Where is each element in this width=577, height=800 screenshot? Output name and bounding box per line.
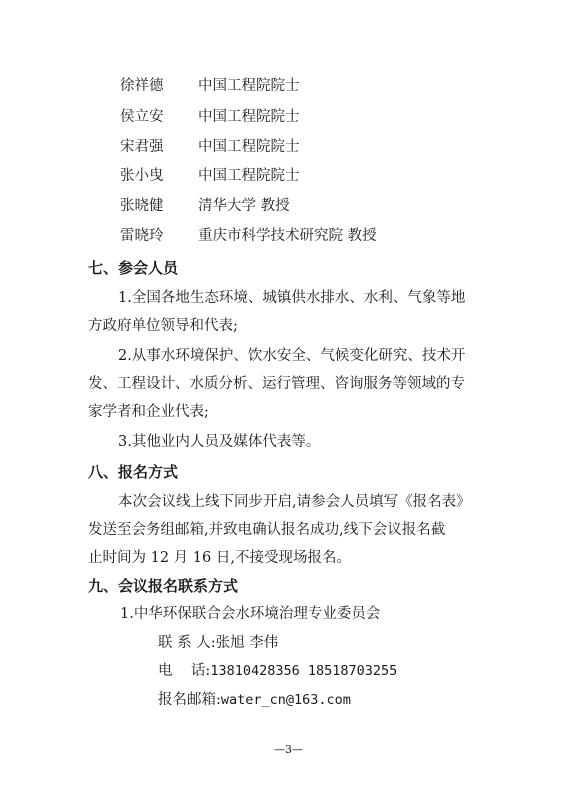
contact-person-value: 张旭 李伟 bbox=[215, 635, 279, 651]
contact-phone-row bbox=[158, 661, 397, 681]
contact-phone-label: 电 话: bbox=[158, 663, 211, 679]
paragraph-line: 发送至会务组邮箱,并致电确认报名成功,线下会议报名截 bbox=[88, 522, 446, 538]
expert-name: 张小曳 bbox=[120, 168, 164, 184]
contact-email-row bbox=[158, 690, 351, 710]
page-number: —3— bbox=[274, 743, 303, 756]
expert-title: 中国工程院院士 bbox=[198, 139, 300, 155]
expert-row bbox=[120, 226, 377, 246]
expert-name: 张晓健 bbox=[120, 198, 164, 214]
section-heading-contact: 九、会议报名联系方式 bbox=[88, 577, 239, 595]
paragraph-line: 本次会议线上线下同步开启,请参会人员填写《报名表》 bbox=[118, 494, 471, 510]
contact-email-label: 报名邮箱: bbox=[158, 692, 221, 708]
expert-title: 中国工程院院士 bbox=[198, 78, 300, 94]
expert-title: 中国工程院院士 bbox=[198, 109, 300, 125]
expert-title: 中国工程院院士 bbox=[198, 168, 300, 184]
contact-person-label: 联 系 人: bbox=[158, 635, 216, 651]
section-heading-registration: 八、报名方式 bbox=[88, 463, 179, 481]
contact-phone-value: 13810428356 18518703255 bbox=[210, 663, 398, 679]
contact-org: 1.中华环保联合会水环境治理专业委员会 bbox=[120, 606, 381, 622]
paragraph-line: 止时间为 12 月 16 日,不接受现场报名。 bbox=[88, 550, 351, 566]
contact-email-value: water_cn@163.com bbox=[220, 692, 351, 708]
expert-name: 雷晓玲 bbox=[120, 228, 164, 244]
expert-name: 宋君强 bbox=[120, 139, 164, 155]
expert-row bbox=[120, 166, 300, 186]
expert-row bbox=[120, 107, 300, 127]
contact-person-row bbox=[158, 633, 278, 653]
paragraph-line: 2.从事水环境保护、饮水安全、气候变化研究、技术开 bbox=[118, 348, 466, 364]
expert-row bbox=[120, 76, 300, 96]
expert-title: 重庆市科学技术研究院 教授 bbox=[198, 228, 377, 244]
paragraph-line: 3.其他业内人员及媒体代表等。 bbox=[118, 434, 321, 450]
expert-title: 清华大学 教授 bbox=[198, 198, 290, 214]
paragraph-line: 方政府单位领导和代表; bbox=[88, 318, 238, 334]
paragraph-line: 家学者和企业代表; bbox=[88, 404, 209, 420]
paragraph-line: 发、工程设计、水质分析、运行管理、咨询服务等领域的专 bbox=[88, 376, 465, 392]
expert-row bbox=[120, 137, 300, 157]
paragraph-line: 1.全国各地生态环境、城镇供水排水、水利、气象等地 bbox=[118, 290, 466, 306]
expert-name: 侯立安 bbox=[120, 109, 164, 125]
expert-row bbox=[120, 196, 290, 216]
section-heading-participants: 七、参会人员 bbox=[88, 259, 179, 277]
expert-name: 徐祥德 bbox=[120, 78, 164, 94]
